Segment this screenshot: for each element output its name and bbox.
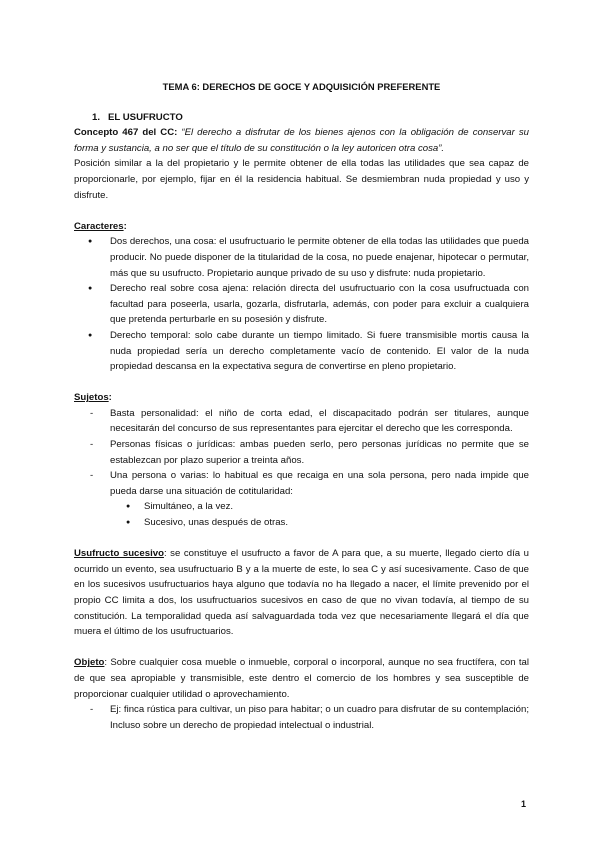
sucesivo-label: Usufructo sucesivo — [74, 548, 164, 560]
list-item: - Una persona o varias: lo habitual es que recaiga en una sola persona, pero nada impide que pueda darse una situación de cotitularidad: — [74, 468, 529, 499]
sucesivo-paragraph — [74, 546, 529, 640]
sujetos-colon: : — [108, 392, 112, 404]
spacer — [74, 375, 529, 391]
list-item: - Basta personalidad: el niño de corta edad, el discapacitado podrán ser titulares, aunque necesitarán del concurso de sus representantes para ejercitar el derecho que les corresponda. — [74, 406, 529, 437]
objeto-text: : Sobre cualquier cosa mueble o inmueble, corporal o incorporal, aunque no sea fructífera, con tal de que sea apropiable y transmisible, este dentro el comercio de los hombres y sea susceptible de proporcionar cualquier utilidad o aprovechamiento. — [74, 657, 529, 700]
section-number: 1. — [92, 111, 101, 123]
list-item: ● Simultáneo, a la vez. — [74, 499, 529, 515]
list-item: ● Derecho real sobre cosa ajena: relación directa del usufructuario con la cosa usufructuada con facultad para poseerla, usarla, gozarla, disfrutarla, además, con poder para excluir a cualquiera que pretenda perturbarle en su posesión y disfrute. — [74, 281, 529, 328]
concepto-text: Posición similar a la del propietario y le permite obtener de ella todas las utilidades que sea capaz de proporcionarle, por ejemplo, fijar en él la residencia habitual. Se desmiembran nuda propiedad y uso y disfrute. — [74, 158, 529, 201]
page-number: 1 — [520, 799, 526, 809]
list-item: ● Sucesivo, unas después de otras. — [74, 515, 529, 531]
caracteres-colon: : — [123, 220, 127, 232]
caracteres-list — [74, 234, 529, 374]
spacer — [74, 203, 529, 219]
sucesivo-text: : se constituye el usufructo a favor de A para que, a su muerte, llegado cierto día u ocurrido un evento, sea usufructuario B y a la muerte de este, lo sea C y así sucesivamente. Caso de que en los sucesivos usufructuarios haya alguno que todavía no ha llegado a nacer, el límite prevenido por el propio CC limita a dos, los usufructuarios sucesivos en caso de que no vivan todavía, al tiempo de su constitución. La temporalidad queda así salvaguardada toda vez que necesariamente llegará el día que muera el último de los usufructuarios. — [74, 548, 529, 638]
section-heading-usufructo — [92, 110, 529, 126]
sujetos-heading — [74, 390, 529, 406]
objeto-paragraph — [74, 655, 529, 702]
section-label: EL USUFRUCTO — [108, 111, 183, 123]
concepto-quote: “El derecho a disfrutar de los bienes ajenos con la obligación de conservar su forma y sustancia, a no ser que el título de su constitución o la ley autoricen otra cosa”. — [74, 127, 530, 154]
spacer — [74, 640, 529, 656]
spacer — [74, 531, 529, 547]
cotitularidad-list — [74, 499, 529, 530]
concepto-paragraph — [74, 125, 529, 156]
sujetos-label: Sujetos — [74, 392, 109, 404]
document-body — [74, 79, 529, 733]
page-title: TEMA 6: DERECHOS DE GOCE Y ADQUISICIÓN PREFERENTE — [162, 81, 441, 92]
caracteres-heading — [74, 219, 529, 235]
list-item: ● Dos derechos, una cosa: el usufructuario le permite obtener de ella todas las utilidades que pueda producir. No puede disponer de la titularidad de la cosa, no puede enajenar, hipotecar o permutar, más que su usufructo. Propietario aunque privado de su uso y disfrute: nuda propietario. — [74, 234, 529, 281]
concepto-label: Concepto 467 del CC: — [74, 127, 178, 139]
sujetos-list — [74, 406, 529, 500]
caracteres-label: Caracteres — [74, 220, 124, 232]
objeto-list — [74, 702, 529, 733]
objeto-label: Objeto — [74, 657, 105, 669]
list-item: - Personas físicas o jurídicas: ambas pueden serlo, pero personas jurídicas no permite que se establezcan por plazo superior a treinta años. — [74, 437, 529, 468]
list-item: ● Derecho temporal: solo cabe durante un tiempo limitado. Si fuere transmisible mortis causa la nuda propiedad sería un derecho completamente vacío de contenido. El valor de la nuda propiedad descansa en la expectativa segura de convertirse en pleno propietario. — [74, 328, 529, 375]
list-item: - Ej: finca rústica para cultivar, un piso para habitar; o un cuadro para disfrutar de su contemplación; Incluso sobre un derecho de propiedad intelectual o industrial. — [74, 702, 529, 733]
